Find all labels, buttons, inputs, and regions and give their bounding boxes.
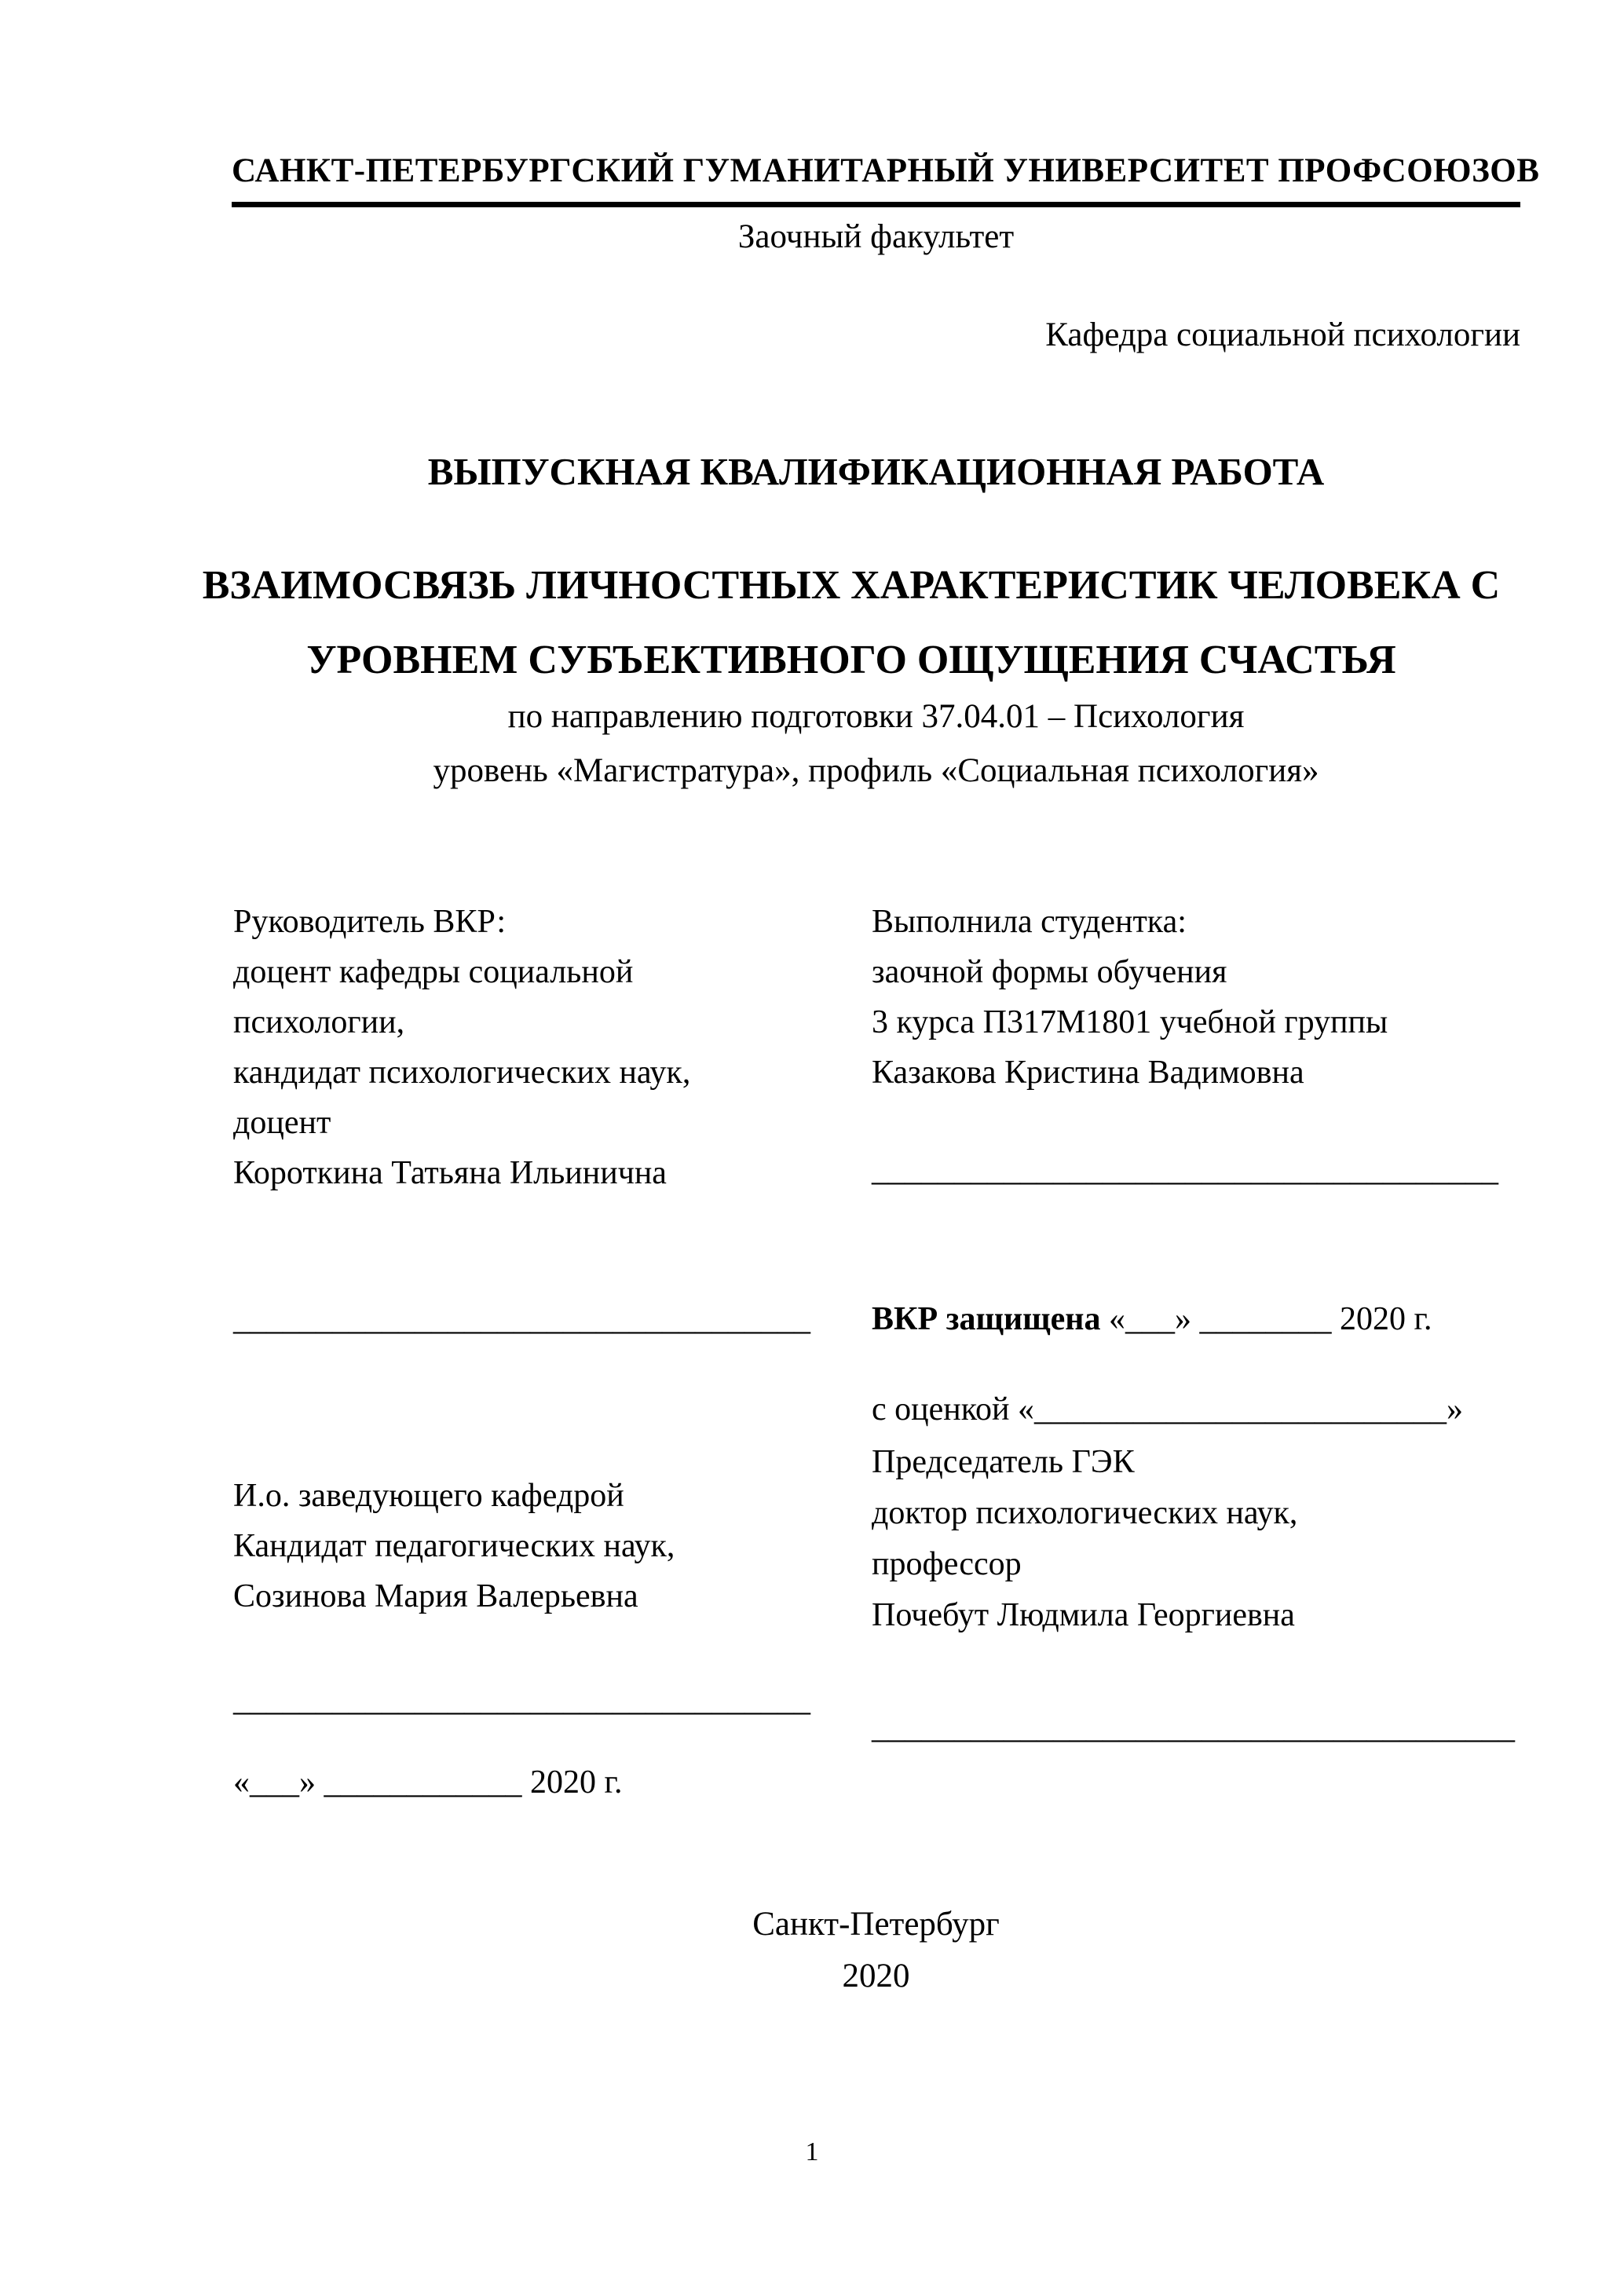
supervisor-name: Короткина Татьяна Ильинична <box>233 1155 667 1191</box>
defense-label: ВКР защищена <box>872 1301 1101 1337</box>
student-study-form: заочной формы обучения <box>872 954 1227 990</box>
supervisor-rank: доцент <box>233 1105 331 1141</box>
head-degree: Кандидат педагогических наук, <box>233 1528 675 1564</box>
chair-name: Почебут Людмила Георгиевна <box>872 1597 1295 1633</box>
student-name: Казакова Кристина Вадимовна <box>872 1055 1304 1091</box>
head-position: И.о. заведующего кафедрой <box>233 1478 624 1514</box>
supervisor-block <box>233 897 854 1198</box>
year: 2020 <box>842 1958 910 1994</box>
direction-of-study: по направлению подготовки 37.04.01 – Психология <box>507 698 1245 735</box>
chair-signature-line: _______________________________________ <box>872 1709 1515 1746</box>
university-name: САНКТ-ПЕТЕРБУРГСКИЙ ГУМАНИТАРНЫЙ УНИВЕРСИТЕТ ПРОФСОЮЗОВ <box>232 152 1520 207</box>
chair-degree: доктор психологических наук, <box>872 1495 1298 1531</box>
head-date-blank: «___» ____________ 2020 г. <box>233 1764 623 1801</box>
city: Санкт-Петербург <box>752 1906 1000 1943</box>
faculty-name: Заочный факультет <box>737 218 1015 255</box>
work-type-heading: ВЫПУСКНАЯ КВАЛИФИКАЦИОННАЯ РАБОТА <box>427 450 1325 493</box>
supervisor-position-line-1: доцент кафедры социальной <box>233 954 634 990</box>
supervisor-label: Руководитель ВКР: <box>233 904 507 940</box>
supervisor-position-line-2: психологии, <box>233 1004 405 1040</box>
student-label: Выполнила студентка: <box>872 904 1187 940</box>
grade-blank-line: с оценкой «_________________________» <box>872 1391 1463 1428</box>
student-signature-line: ______________________________________ <box>872 1152 1498 1188</box>
thesis-title <box>157 548 1545 697</box>
defense-date-line <box>872 1294 1547 1344</box>
chair-rank: профессор <box>872 1546 1022 1582</box>
level-and-profile: уровень «Магистратура», профиль «Социальная психология» <box>433 752 1319 789</box>
thesis-title-line-2: УРОВНЕМ СУБЪЕКТИВНОГО ОЩУЩЕНИЯ СЧАСТЬЯ <box>306 638 1396 682</box>
department-name: Кафедра социальной психологии <box>1045 316 1520 353</box>
head-name: Созинова Мария Валерьевна <box>233 1578 638 1614</box>
committee-chair-block <box>872 1437 1531 1641</box>
head-signature-line: ___________________________________ <box>233 1682 810 1718</box>
page-number: 1 <box>805 2137 819 2166</box>
thesis-title-line-1: ВЗАИМОСВЯЗЬ ЛИЧНОСТНЫХ ХАРАКТЕРИСТИК ЧЕЛОВЕКА С <box>202 563 1501 608</box>
student-block <box>872 897 1531 1098</box>
head-of-department-block <box>233 1471 854 1621</box>
defense-date-blank: «___» ________ 2020 г. <box>1100 1301 1432 1337</box>
supervisor-signature-line: ___________________________________ <box>233 1301 810 1337</box>
chair-label: Председатель ГЭК <box>872 1444 1135 1480</box>
supervisor-degree: кандидат психологических наук, <box>233 1055 691 1091</box>
student-group: 3 курса П317М1801 учебной группы <box>872 1004 1388 1040</box>
